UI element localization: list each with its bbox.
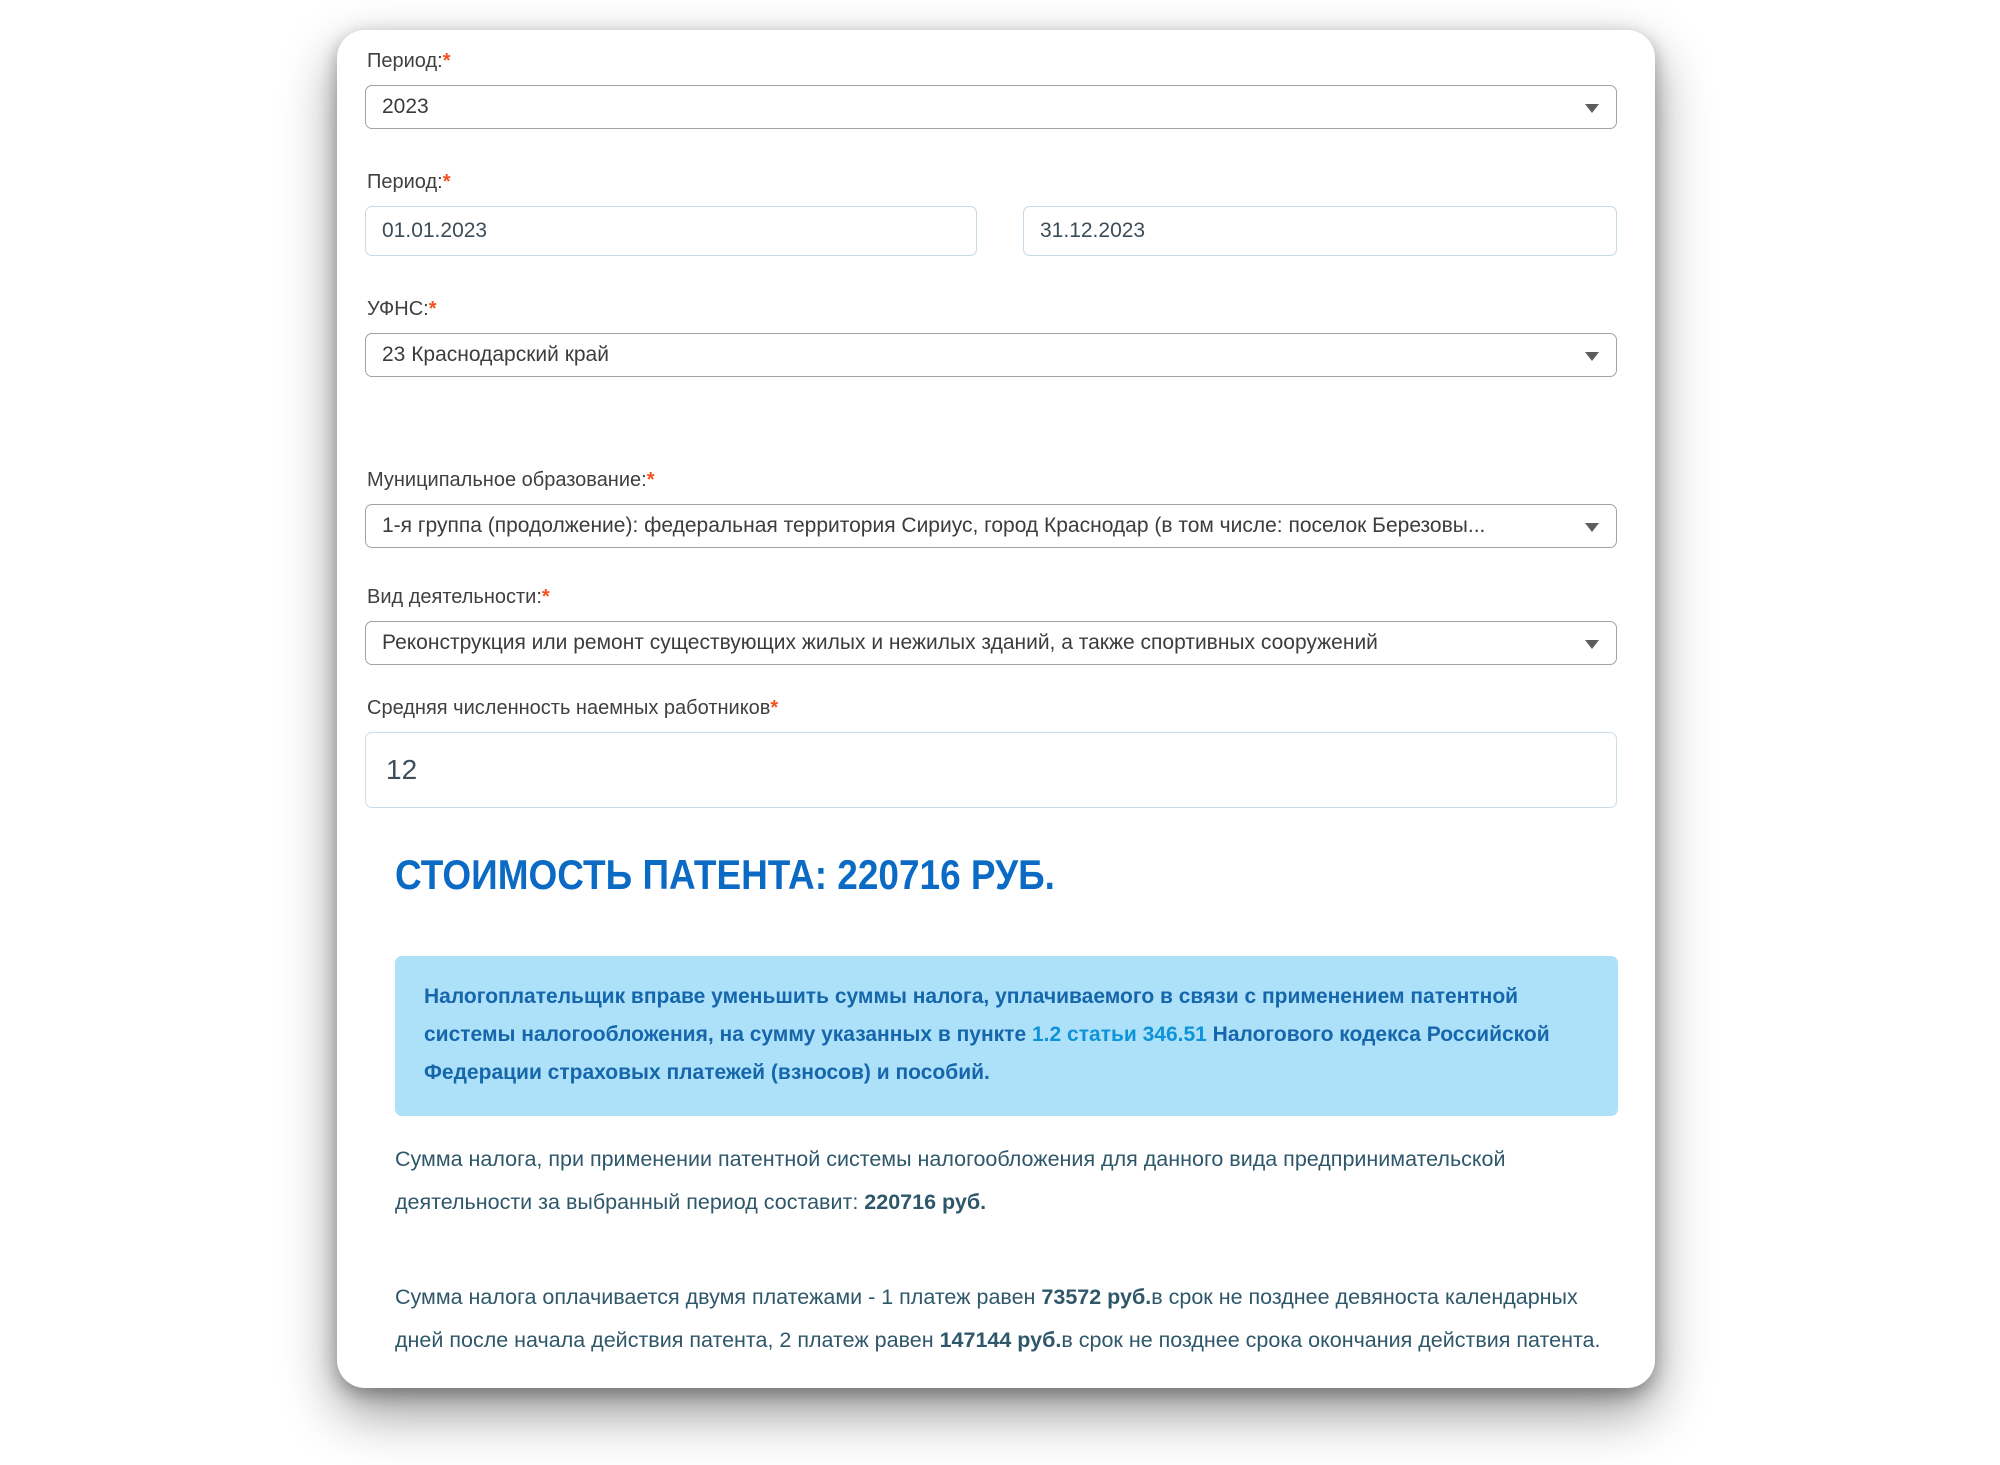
activity-value: Реконструкция или ремонт существующих жилых и нежилых зданий, а также спортивных сооружений [382, 631, 1378, 654]
form-section [365, 48, 1617, 808]
required-asterisk: * [646, 469, 655, 491]
municipality-label: Муниципальное образование:* [367, 469, 655, 491]
chevron-down-icon [1585, 352, 1599, 361]
payments-text-3: в срок не позднее срока окончания действия патента. [1061, 1328, 1601, 1352]
payment-2-amount: 147144 руб. [939, 1328, 1062, 1352]
chevron-down-icon [1585, 104, 1599, 113]
chevron-down-icon [1585, 640, 1599, 649]
period-dates-row [365, 206, 1617, 256]
chevron-down-icon [1585, 523, 1599, 532]
ufns-label: УФНС:* [367, 298, 437, 320]
period-year-select[interactable] [365, 85, 1617, 129]
municipality-select[interactable] [365, 504, 1617, 548]
required-asterisk: * [442, 171, 451, 193]
patent-calculator-card [337, 30, 1655, 1388]
required-asterisk: * [541, 586, 550, 608]
municipality-value: 1-я группа (продолжение): федеральная территория Сириус, город Краснодар (в том числе: поселок Березовы... [382, 514, 1486, 537]
payments-paragraph [395, 1276, 1618, 1362]
ufns-select[interactable] [365, 333, 1617, 377]
end-date-input[interactable]: 31.12.2023 [1023, 206, 1617, 256]
payments-text-1: Сумма налога оплачивается двумя платежами - 1 платеж равен [395, 1285, 1042, 1309]
required-asterisk: * [770, 697, 779, 719]
activity-select[interactable] [365, 621, 1617, 665]
period-year-label: Период:* [367, 50, 451, 72]
activity-label: Вид деятельности:* [367, 586, 550, 608]
summary-text: Сумма налога, при применении патентной системы налогообложения для данного вида предпринимательской деятельности за выбранный период составит: [395, 1147, 1506, 1214]
start-date-input[interactable]: 01.01.2023 [365, 206, 977, 256]
ufns-value: 23 Краснодарский край [382, 343, 609, 366]
tax-reduction-note [395, 956, 1618, 1116]
summary-amount: 220716 руб. [864, 1190, 987, 1214]
employees-label: Средняя численность наемных работников* [367, 697, 779, 719]
note-text-before: Налогоплательщик вправе уменьшить суммы налога, уплачиваемого в связи с применением патентной системы налогообложения, на сумму указанных в пункте [424, 985, 1519, 1046]
required-asterisk: * [442, 50, 451, 72]
note-link[interactable]: 1.2 статьи 346.51 [1031, 1023, 1207, 1046]
payments-text-2: в срок не позднее девяноста календарных дней после начала действия патента, 2 платеж равен [395, 1285, 1578, 1352]
results-section [395, 850, 1618, 1362]
required-asterisk: * [428, 298, 437, 320]
patent-cost-heading: СТОИМОСТЬ ПАТЕНТА: 220716 РУБ. [395, 851, 1055, 898]
tax-sum-paragraph [395, 1138, 1618, 1224]
payment-1-amount: 73572 руб. [1041, 1285, 1152, 1309]
period-dates-label: Период:* [367, 171, 451, 193]
note-text-after: Налогового кодекса Российской Федерации страховых платежей (взносов) и пособий. [424, 1023, 1550, 1084]
period-year-value: 2023 [382, 95, 429, 118]
employees-input[interactable]: 12 [365, 732, 1617, 808]
